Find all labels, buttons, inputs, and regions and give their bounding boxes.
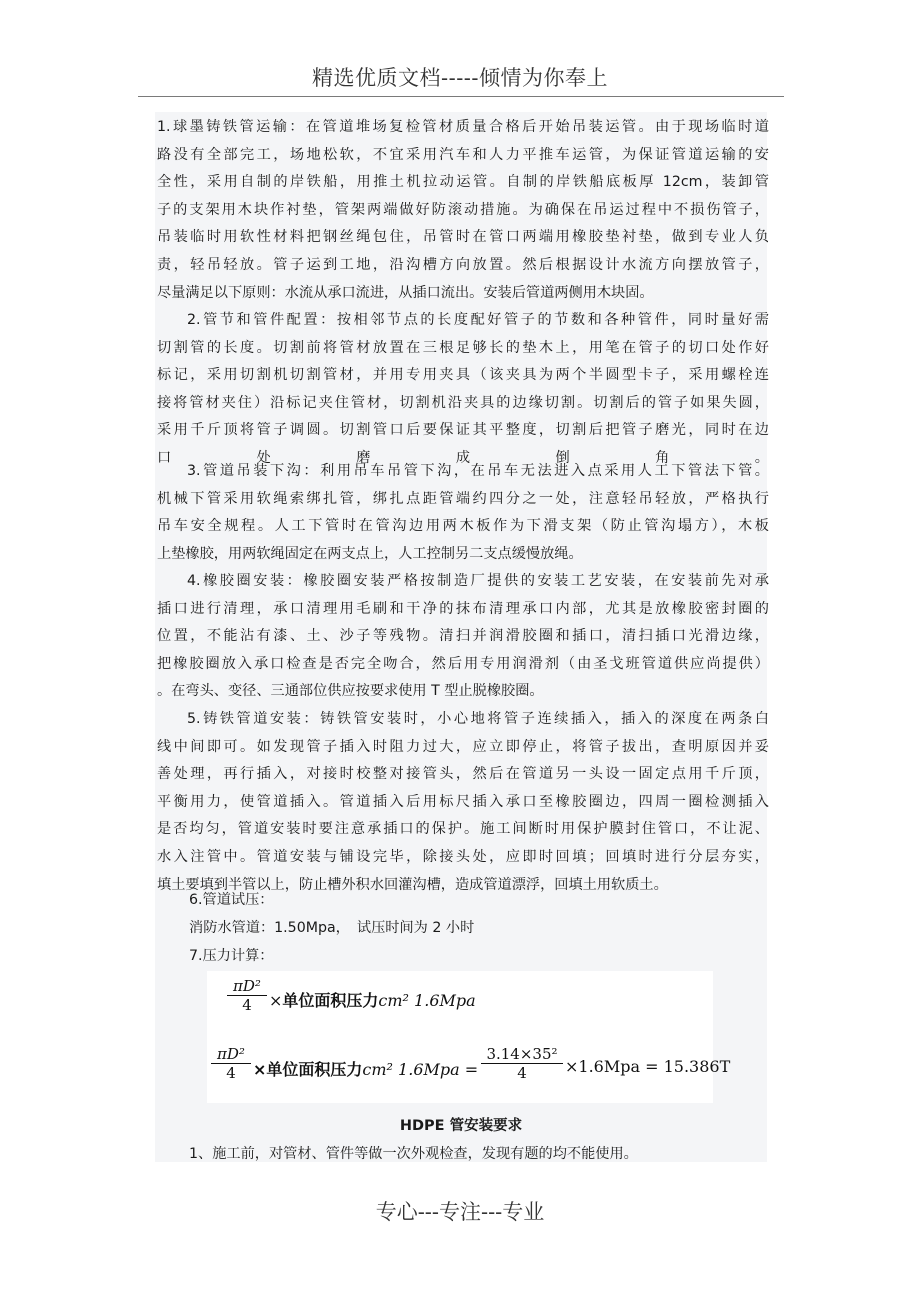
text-line: 把橡胶圈放入承口检查是否完全吻合，然后用专用润滑剂（由圣戈班管道供应尚提供） (157, 655, 769, 672)
fraction-denominator: 4 (226, 1064, 236, 1082)
formula-units: cm² 1.6Mpa = (362, 1060, 479, 1079)
section-item-1: 1、施工前，对管材、管件等做一次外观检查，发现有题的均不能使用。 (189, 1146, 638, 1162)
formula-units: cm² 1.6Mpa (378, 991, 476, 1010)
text-line: 线中间即可。如发现管子插入时阻力过大，应立即停止，将管子拔出，查明原因并妥 (157, 738, 769, 755)
text-line: 上垫橡胶，用两软绳固定在两支点上，人工控制另二支点缓慢放绳。 (157, 545, 583, 562)
text-line: 4.橡胶圈安装：橡胶圈安装严格按制造厂提供的安装工艺安装，在安装前先对承 (187, 573, 769, 589)
fraction-denominator: 4 (242, 996, 252, 1014)
fraction-denominator: 4 (517, 1064, 527, 1082)
text-line: 机械下管采用软绳索绑扎管，绑扎点距管端约四分之一处，注意轻吊轻放，严格执行 (157, 490, 769, 507)
text-line: 2.管节和管件配置：按相邻节点的长度配好管子的节数和各种管件，同时量好需 (187, 312, 769, 328)
text-line: 平衡用力，使管道插入。管道插入后用标尺插入承口至橡胶圈边，四周一圈检测插入 (157, 793, 769, 810)
text-line: 3.管道吊装下沟：利用吊车吊管下沟，在吊车无法进入点采用人工下管法下管。 (187, 463, 769, 479)
calc-heading: 7.压力计算： (189, 948, 274, 964)
page-footer: 专心---专注---专业 (375, 1200, 545, 1224)
text-line: 采用千斤顶将管子调圆。切割管口后要保证其平整度，切割后把管子磨光，同时在边 (157, 422, 769, 439)
fraction-numerator: 3.14×35² (481, 1045, 563, 1064)
formula-1-body (269, 988, 476, 1011)
formula-term: 单位面积压力 (282, 991, 379, 1010)
fraction (227, 977, 267, 1014)
text-line: 。在弯头、变径、三通部位供应按要求使用 T 型止脱橡胶圈。 (157, 683, 544, 700)
text-line: 责，轻吊轻放。管子运到工地，沿沟槽方向放置。然后根据设计水流方向摆放管子， (157, 256, 769, 273)
formula-term: ×单位面积压力 (253, 1060, 363, 1079)
section-title: HDPE 管安装要求 (399, 1118, 523, 1134)
page-header: 精选优质文档-----倾情为你奉上 (312, 66, 608, 90)
text-line: 填土要填到半管以上，防止槽外积水回灌沟槽，造成管道漂浮，回填土用软质土。 (157, 876, 668, 893)
text-line: 口处磨成倒角。 (157, 449, 769, 466)
fraction (211, 1045, 251, 1082)
text-line: 位置，不能沾有漆、土、沙子等残物。清扫并润滑胶圈和插口，清扫插口光滑边缘， (157, 628, 769, 645)
test-heading: 6.管道试压： (189, 892, 274, 908)
text-line: 标记，采用切割机切割管材，并用专用夹具（该夹具为两个半圆型卡子，采用螺栓连 (157, 367, 769, 384)
text-line: 接将管材夹住）沿标记夹住管材，切割机沿夹具的边缘切割。切割后的管子如果失圆， (157, 394, 769, 411)
formula-result: ×1.6Mpa = 15.386T (565, 1057, 731, 1076)
paragraph-2 (157, 307, 769, 473)
text-line: 插口进行清理，承口清理用毛刷和干净的抹布清理承口内部，尤其是放橡胶密封圈的 (157, 600, 769, 617)
header-divider (138, 96, 784, 97)
text-line: 全性，采用自制的岸铁船，用推土机拉动运管。自制的岸铁船底板厚 12cm，装卸管 (157, 174, 769, 191)
text-line: 尽量满足以下原则：水流从承口流进，从插口流出。安装后管道两侧用木块固。 (157, 284, 654, 301)
text-line: 吊装临时用软性材料把钢丝绳包住，吊管时在管口两端用橡胶垫衬垫，做到专业人负 (157, 229, 769, 246)
paragraph-1 (157, 114, 769, 307)
fraction-numerator: πD² (227, 977, 267, 996)
fraction (481, 1045, 563, 1082)
times-symbol: × (269, 991, 283, 1010)
paragraph-3 (157, 458, 769, 568)
text-line: 水入注管中。管道安装与铺设完毕，除接头处，应即时回填；回填时进行分层夯实， (157, 848, 769, 865)
formula-2-body (253, 1057, 478, 1080)
text-line: 是否均匀，管道安装时要注意承插口的保护。施工间断时用保护膜封住管口，不让泥、 (157, 821, 769, 838)
text-line: 1.球墨铸铁管运输：在管道堆场复检管材质量合格后开始吊装运管。由于现场临时道 (157, 119, 769, 135)
text-line: 子的支架用木块作衬垫，管架两端做好防滚动措施。为确保在吊运过程中不损伤管子， (157, 201, 769, 218)
text-line: 善处理，再行插入，对接时校整对接管头，然后在管道另一头设一固定点用千斤顶， (157, 766, 769, 783)
formula-image (207, 971, 731, 1103)
text-line: 5.铸铁管道安装：铸铁管安装时，小心地将管子连续插入，插入的深度在两条白 (187, 711, 769, 727)
paragraph-5 (157, 706, 769, 899)
text-line: 切割管的长度。切割前将管材放置在三根足够长的垫木上，用笔在管子的切口处作好 (157, 339, 769, 356)
text-line: 吊车安全规程。人工下管时在管沟边用两木板作为下滑支架（防止管沟塌方），木板 (157, 518, 769, 535)
paragraph-4 (157, 568, 769, 706)
fraction-numerator: πD² (211, 1045, 251, 1064)
test-line: 消防水管道：1.50Mpa， 试压时间为 2 小时 (189, 920, 475, 936)
text-line: 路没有全部完工，场地松软，不宜采用汽车和人力平推车运管，为保证管道运输的安 (157, 146, 769, 163)
